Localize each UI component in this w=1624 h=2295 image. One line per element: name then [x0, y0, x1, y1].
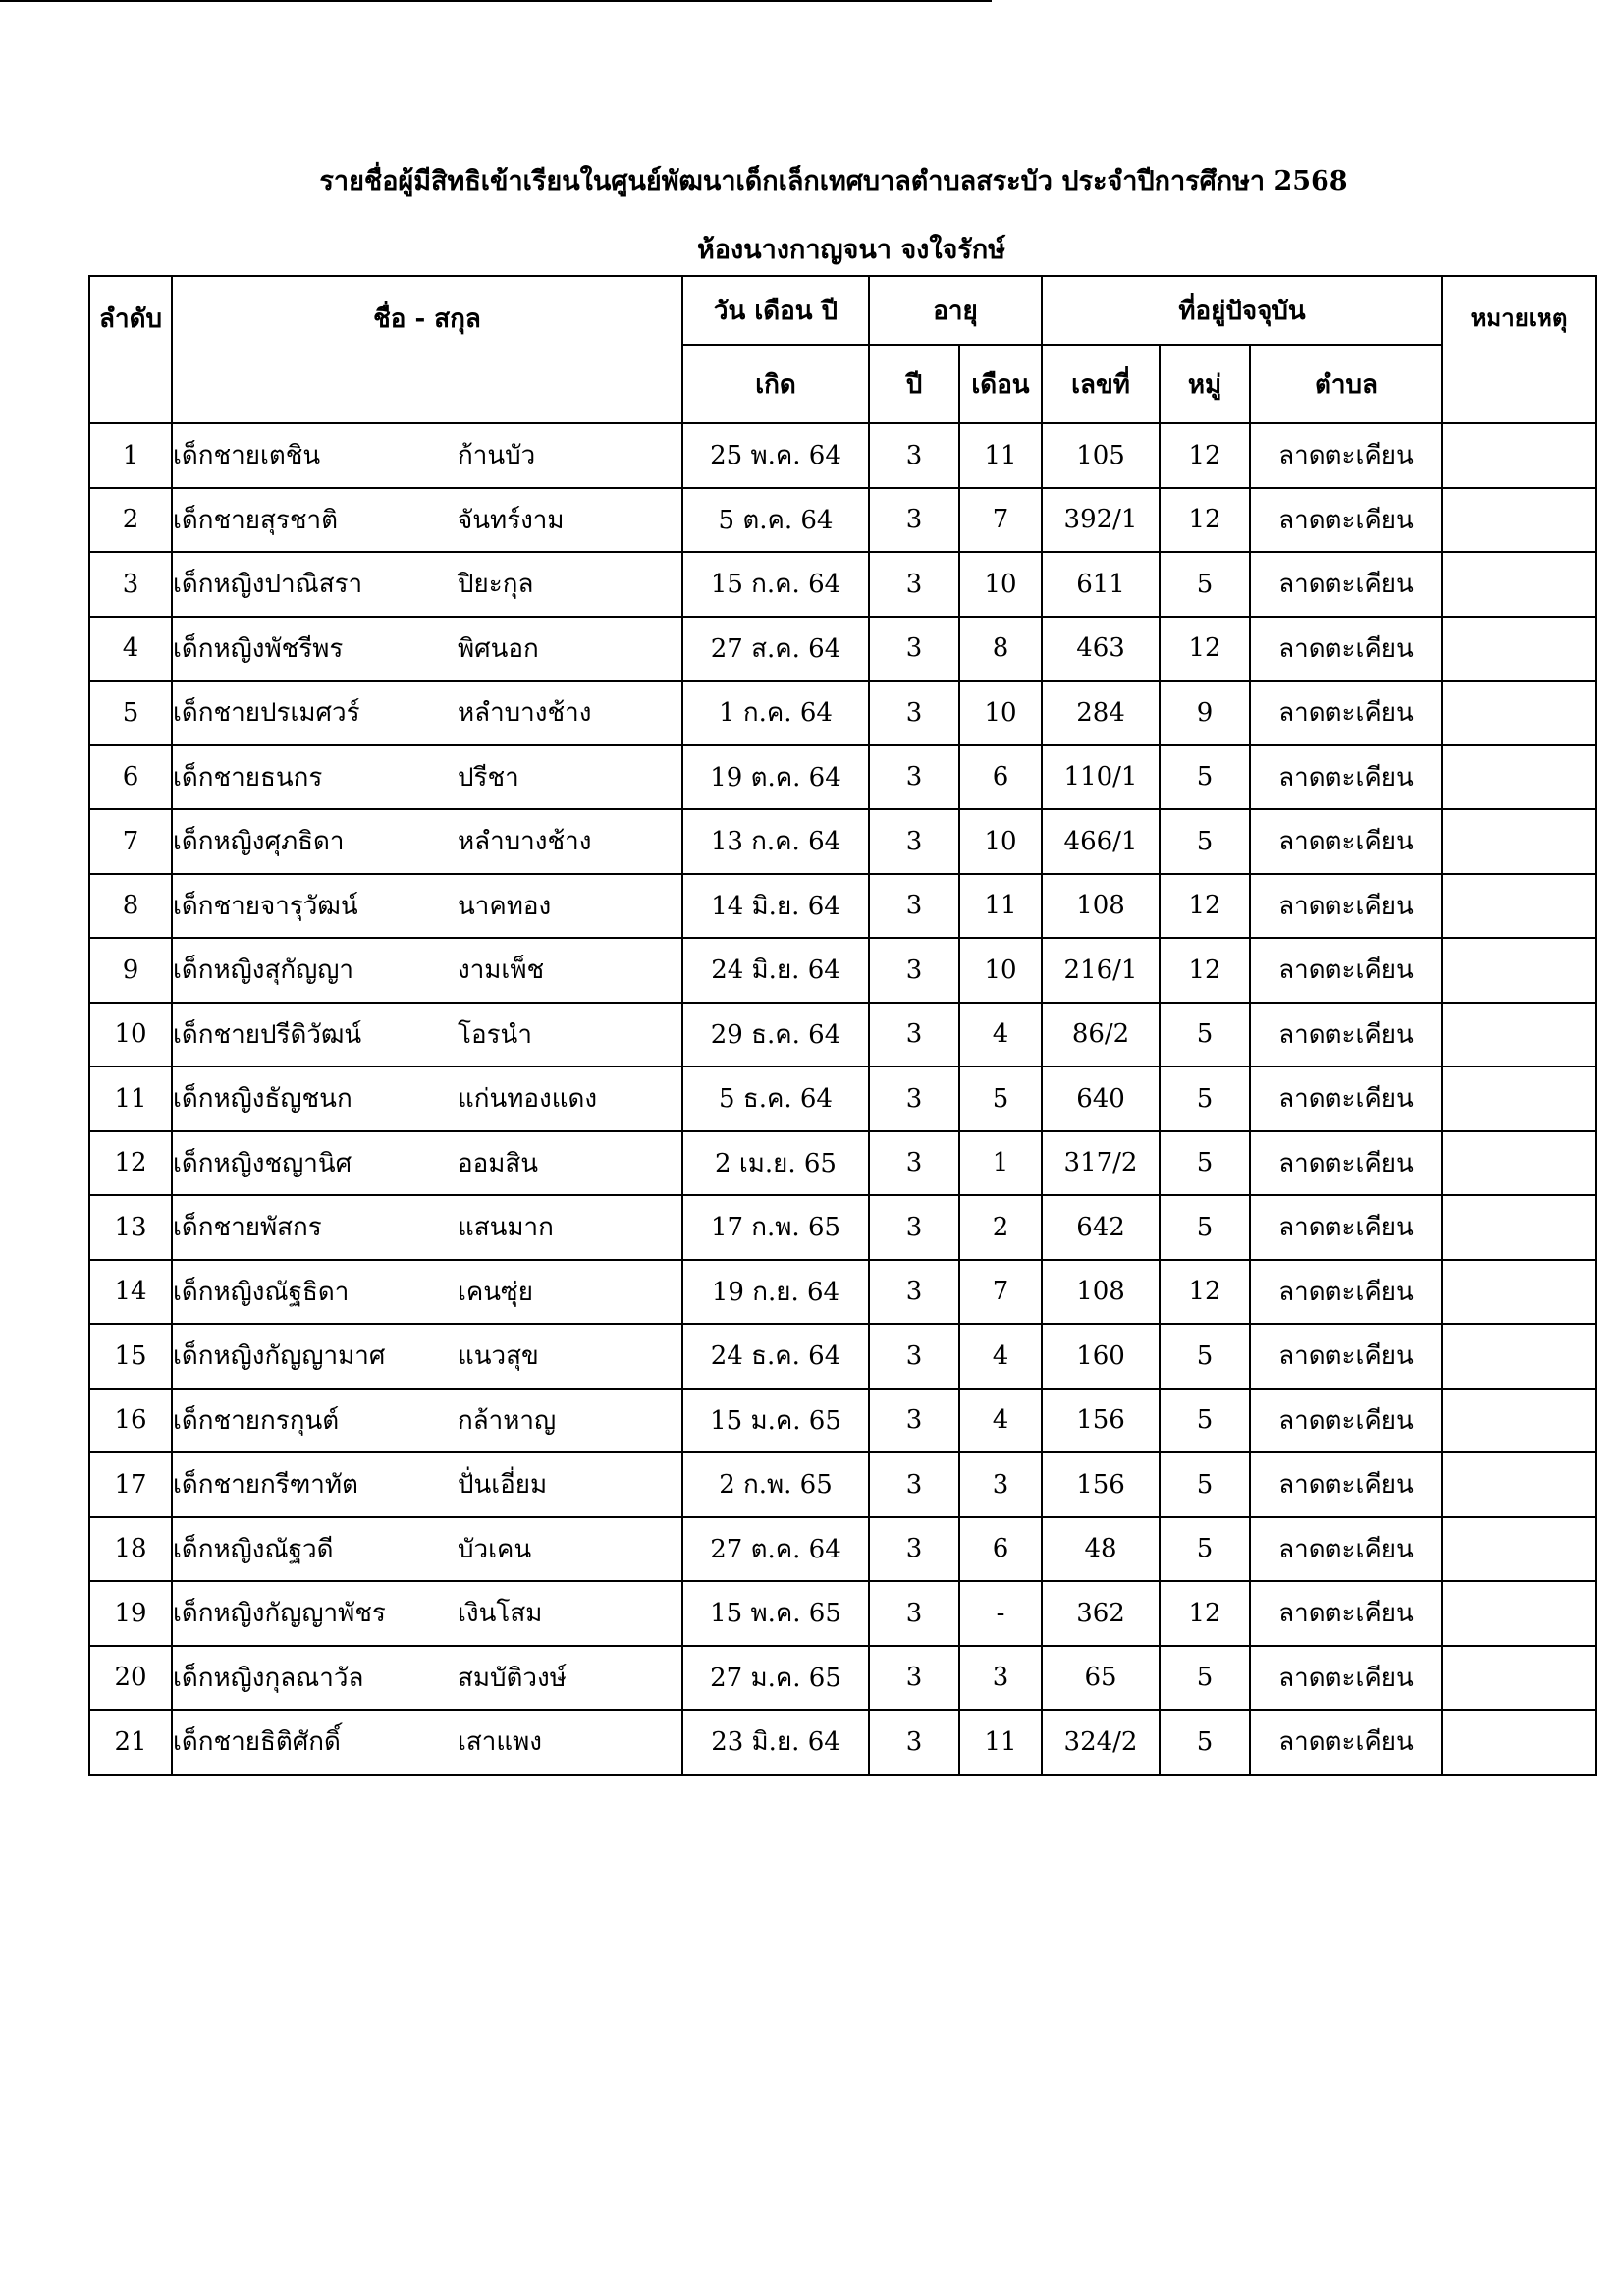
cell-seq: 13	[89, 1195, 172, 1260]
cell-seq: 21	[89, 1710, 172, 1775]
cell-note	[1442, 1195, 1596, 1260]
cell-name	[172, 809, 682, 874]
cell-house-no: 105	[1042, 423, 1160, 488]
cell-name	[172, 1710, 682, 1775]
last-name: ปิยะกุล	[458, 570, 534, 600]
cell-dob: 5 ธ.ค. 64	[682, 1066, 869, 1131]
last-name: บัวเคน	[458, 1534, 532, 1564]
header-dob-line1: วัน เดือน ปี	[682, 276, 869, 345]
cell-dob: 15 ม.ค. 65	[682, 1389, 869, 1453]
last-name: หลำบางช้าง	[458, 827, 592, 857]
first-name: เด็กหญิงสุกัญญา	[173, 956, 354, 986]
last-name: ปั่นเอี่ยม	[458, 1470, 548, 1501]
table-row	[89, 1710, 1596, 1775]
cell-moo: 5	[1160, 745, 1250, 810]
cell-dob: 24 มิ.ย. 64	[682, 938, 869, 1003]
cell-name	[172, 1581, 682, 1646]
cell-tambon: ลาดตะเคียน	[1250, 1581, 1442, 1646]
cell-moo: 12	[1160, 1581, 1250, 1646]
cell-age-months: -	[959, 1581, 1042, 1646]
cell-age-months: 2	[959, 1195, 1042, 1260]
cell-seq: 16	[89, 1389, 172, 1453]
cell-moo: 12	[1160, 423, 1250, 488]
cell-age-months: 8	[959, 617, 1042, 682]
cell-note	[1442, 488, 1596, 553]
cell-house-no: 156	[1042, 1452, 1160, 1517]
cell-note	[1442, 1003, 1596, 1067]
cell-name	[172, 617, 682, 682]
last-name: ก้านบัว	[458, 441, 536, 471]
cell-house-no: 86/2	[1042, 1003, 1160, 1067]
cell-moo: 12	[1160, 874, 1250, 939]
first-name: เด็กชายปรีดิวัฒน์	[173, 1019, 362, 1050]
cell-note	[1442, 617, 1596, 682]
cell-seq: 11	[89, 1066, 172, 1131]
cell-house-no: 216/1	[1042, 938, 1160, 1003]
cell-seq: 3	[89, 552, 172, 617]
cell-moo: 5	[1160, 1195, 1250, 1260]
last-name: งามเพ็ช	[458, 956, 545, 986]
cell-seq: 1	[89, 423, 172, 488]
cell-tambon: ลาดตะเคียน	[1250, 1324, 1442, 1389]
cell-age-years: 3	[869, 617, 959, 682]
cell-house-no: 284	[1042, 681, 1160, 745]
cell-moo: 12	[1160, 488, 1250, 553]
cell-dob: 5 ต.ค. 64	[682, 488, 869, 553]
cell-tambon: ลาดตะเคียน	[1250, 552, 1442, 617]
header-age: อายุ	[869, 276, 1042, 345]
cell-moo: 12	[1160, 1260, 1250, 1325]
cell-age-months: 10	[959, 552, 1042, 617]
cell-moo: 5	[1160, 1324, 1250, 1389]
cell-note	[1442, 552, 1596, 617]
cell-age-years: 3	[869, 1581, 959, 1646]
cell-tambon: ลาดตะเคียน	[1250, 1517, 1442, 1582]
cell-age-years: 3	[869, 488, 959, 553]
last-name: นาคทอง	[458, 891, 552, 921]
cell-name	[172, 681, 682, 745]
cell-age-months: 11	[959, 874, 1042, 939]
cell-dob: 15 พ.ค. 65	[682, 1581, 869, 1646]
last-name: โอรนำ	[458, 1019, 532, 1050]
cell-seq: 5	[89, 681, 172, 745]
cell-age-months: 7	[959, 1260, 1042, 1325]
cell-tambon: ลาดตะเคียน	[1250, 1131, 1442, 1196]
cell-tambon: ลาดตะเคียน	[1250, 1003, 1442, 1067]
cell-note	[1442, 1517, 1596, 1582]
table-row	[89, 1324, 1596, 1389]
cell-age-years: 3	[869, 1066, 959, 1131]
first-name: เด็กชายกรีฑาทัต	[173, 1470, 358, 1501]
cell-house-no: 48	[1042, 1517, 1160, 1582]
cell-age-years: 3	[869, 1195, 959, 1260]
table-row	[89, 552, 1596, 617]
cell-name	[172, 552, 682, 617]
cell-house-no: 362	[1042, 1581, 1160, 1646]
header-name: ชื่อ - สกุล	[172, 276, 682, 423]
first-name: เด็กชายธิติศักดิ์	[173, 1727, 341, 1758]
cell-age-years: 3	[869, 874, 959, 939]
last-name: สมบัติวงษ์	[458, 1663, 567, 1693]
cell-note	[1442, 423, 1596, 488]
cell-house-no: 108	[1042, 874, 1160, 939]
cell-dob: 19 ต.ค. 64	[682, 745, 869, 810]
cell-seq: 18	[89, 1517, 172, 1582]
cell-dob: 1 ก.ค. 64	[682, 681, 869, 745]
last-name: เคนซุ่ย	[458, 1277, 533, 1307]
cell-house-no: 156	[1042, 1389, 1160, 1453]
table-row	[89, 874, 1596, 939]
cell-age-years: 3	[869, 745, 959, 810]
cell-age-years: 3	[869, 1710, 959, 1775]
cell-seq: 12	[89, 1131, 172, 1196]
cell-house-no: 110/1	[1042, 745, 1160, 810]
cell-house-no: 392/1	[1042, 488, 1160, 553]
cell-house-no: 611	[1042, 552, 1160, 617]
cell-note	[1442, 1646, 1596, 1711]
student-roster-table	[88, 275, 1597, 1776]
cell-note	[1442, 1131, 1596, 1196]
cell-age-months: 10	[959, 681, 1042, 745]
cell-age-months: 4	[959, 1324, 1042, 1389]
cell-note	[1442, 938, 1596, 1003]
first-name: เด็กหญิงกัญญาพัชร	[173, 1599, 386, 1629]
first-name: เด็กหญิงณัฐธิดา	[173, 1277, 350, 1307]
cell-seq: 4	[89, 617, 172, 682]
cell-note	[1442, 874, 1596, 939]
cell-moo: 9	[1160, 681, 1250, 745]
cell-moo: 5	[1160, 1003, 1250, 1067]
cell-dob: 2 ก.พ. 65	[682, 1452, 869, 1517]
last-name: เสาแพง	[458, 1727, 542, 1758]
last-name: ปรีชา	[458, 762, 519, 792]
cell-name	[172, 745, 682, 810]
cell-seq: 17	[89, 1452, 172, 1517]
table-row	[89, 1066, 1596, 1131]
last-name: กล้าหาญ	[458, 1405, 557, 1436]
cell-age-years: 3	[869, 1452, 959, 1517]
first-name: เด็กหญิงปาณิสรา	[173, 570, 363, 600]
cell-tambon: ลาดตะเคียน	[1250, 617, 1442, 682]
cell-note	[1442, 1452, 1596, 1517]
cell-age-years: 3	[869, 1131, 959, 1196]
table-header-row	[89, 276, 1596, 345]
cell-tambon: ลาดตะเคียน	[1250, 1389, 1442, 1453]
last-name: ออมสิน	[458, 1148, 539, 1178]
cell-seq: 2	[89, 488, 172, 553]
table-body	[89, 423, 1596, 1775]
cell-dob: 29 ธ.ค. 64	[682, 1003, 869, 1067]
table-row	[89, 488, 1596, 553]
cell-name	[172, 423, 682, 488]
cell-tambon: ลาดตะเคียน	[1250, 1710, 1442, 1775]
cell-note	[1442, 681, 1596, 745]
cell-house-no: 317/2	[1042, 1131, 1160, 1196]
cell-age-years: 3	[869, 809, 959, 874]
cell-note	[1442, 1324, 1596, 1389]
first-name: เด็กชายสุรชาติ	[173, 505, 338, 535]
cell-dob: 25 พ.ค. 64	[682, 423, 869, 488]
last-name: แก่นทองแดง	[458, 1084, 598, 1115]
cell-name	[172, 1003, 682, 1067]
first-name: เด็กชายพัสกร	[173, 1213, 322, 1243]
first-name: เด็กชายปรเมศวร์	[173, 698, 360, 729]
cell-tambon: ลาดตะเคียน	[1250, 488, 1442, 553]
header-seq: ลำดับ	[89, 276, 172, 423]
cell-age-years: 3	[869, 423, 959, 488]
top-rule	[0, 0, 992, 2]
cell-moo: 12	[1160, 617, 1250, 682]
cell-note	[1442, 1581, 1596, 1646]
cell-seq: 8	[89, 874, 172, 939]
cell-age-months: 5	[959, 1066, 1042, 1131]
first-name: เด็กชายจารุวัฒน์	[173, 891, 358, 921]
cell-age-years: 3	[869, 1517, 959, 1582]
cell-house-no: 65	[1042, 1646, 1160, 1711]
cell-age-years: 3	[869, 681, 959, 745]
header-age-years: ปี	[869, 345, 959, 423]
cell-moo: 5	[1160, 1710, 1250, 1775]
last-name: พิศนอก	[458, 633, 539, 664]
table-row	[89, 681, 1596, 745]
header-house-no: เลขที่	[1042, 345, 1160, 423]
cell-name	[172, 938, 682, 1003]
cell-seq: 14	[89, 1260, 172, 1325]
cell-age-months: 7	[959, 488, 1042, 553]
cell-name	[172, 1646, 682, 1711]
cell-age-years: 3	[869, 552, 959, 617]
cell-tambon: ลาดตะเคียน	[1250, 874, 1442, 939]
cell-moo: 5	[1160, 1646, 1250, 1711]
table-row	[89, 745, 1596, 810]
header-address: ที่อยู่ปัจจุบัน	[1042, 276, 1442, 345]
cell-note	[1442, 809, 1596, 874]
cell-age-months: 4	[959, 1389, 1042, 1453]
last-name: หลำบางช้าง	[458, 698, 592, 729]
cell-dob: 2 เม.ย. 65	[682, 1131, 869, 1196]
first-name: เด็กหญิงพัชรีพร	[173, 633, 344, 664]
cell-tambon: ลาดตะเคียน	[1250, 1646, 1442, 1711]
cell-house-no: 642	[1042, 1195, 1160, 1260]
document-subtitle: ห้องนางกาญจนา จงใจรักษ์	[696, 235, 1005, 265]
cell-house-no: 108	[1042, 1260, 1160, 1325]
cell-house-no: 640	[1042, 1066, 1160, 1131]
cell-name	[172, 1389, 682, 1453]
document-title: รายชื่อผู้มีสิทธิเข้าเรียนในศูนย์พัฒนาเด็กเล็กเทศบาลตำบลสระบัว ประจำปีการศึกษา 2568	[319, 166, 1348, 196]
cell-seq: 20	[89, 1646, 172, 1711]
cell-dob: 15 ก.ค. 64	[682, 552, 869, 617]
table-row	[89, 1131, 1596, 1196]
first-name: เด็กหญิงกัญญามาศ	[173, 1341, 386, 1372]
cell-age-years: 3	[869, 1003, 959, 1067]
cell-name	[172, 1517, 682, 1582]
cell-note	[1442, 1389, 1596, 1453]
cell-dob: 19 ก.ย. 64	[682, 1260, 869, 1325]
cell-dob: 14 มิ.ย. 64	[682, 874, 869, 939]
cell-seq: 10	[89, 1003, 172, 1067]
cell-age-months: 6	[959, 1517, 1042, 1582]
cell-tambon: ลาดตะเคียน	[1250, 681, 1442, 745]
cell-age-years: 3	[869, 1646, 959, 1711]
cell-age-months: 10	[959, 938, 1042, 1003]
cell-house-no: 160	[1042, 1324, 1160, 1389]
last-name: เงินโสม	[458, 1599, 543, 1629]
cell-note	[1442, 1710, 1596, 1775]
table-row	[89, 938, 1596, 1003]
last-name: แสนมาก	[458, 1213, 554, 1243]
cell-name	[172, 488, 682, 553]
cell-name	[172, 1131, 682, 1196]
cell-tambon: ลาดตะเคียน	[1250, 1452, 1442, 1517]
cell-tambon: ลาดตะเคียน	[1250, 1066, 1442, 1131]
cell-seq: 6	[89, 745, 172, 810]
cell-dob: 27 ส.ค. 64	[682, 617, 869, 682]
header-tambon: ตำบล	[1250, 345, 1442, 423]
cell-moo: 5	[1160, 1517, 1250, 1582]
cell-tambon: ลาดตะเคียน	[1250, 938, 1442, 1003]
header-dob-line2: เกิด	[682, 345, 869, 423]
cell-age-years: 3	[869, 938, 959, 1003]
last-name: จันทร์งาม	[458, 505, 565, 535]
header-age-months: เดือน	[959, 345, 1042, 423]
cell-dob: 13 ก.ค. 64	[682, 809, 869, 874]
cell-moo: 5	[1160, 1389, 1250, 1453]
first-name: เด็กหญิงกุลณาวัล	[173, 1663, 364, 1693]
cell-age-months: 4	[959, 1003, 1042, 1067]
cell-age-years: 3	[869, 1389, 959, 1453]
cell-dob: 27 ต.ค. 64	[682, 1517, 869, 1582]
cell-note	[1442, 745, 1596, 810]
cell-age-months: 11	[959, 423, 1042, 488]
cell-moo: 5	[1160, 809, 1250, 874]
cell-age-months: 6	[959, 745, 1042, 810]
table-row	[89, 1517, 1596, 1582]
header-moo: หมู่	[1160, 345, 1250, 423]
cell-house-no: 466/1	[1042, 809, 1160, 874]
table-row	[89, 1195, 1596, 1260]
cell-seq: 9	[89, 938, 172, 1003]
table-row	[89, 1003, 1596, 1067]
cell-note	[1442, 1066, 1596, 1131]
cell-house-no: 463	[1042, 617, 1160, 682]
cell-tambon: ลาดตะเคียน	[1250, 809, 1442, 874]
cell-dob: 23 มิ.ย. 64	[682, 1710, 869, 1775]
cell-age-months: 10	[959, 809, 1042, 874]
last-name: แนวสุข	[458, 1341, 539, 1372]
table-row	[89, 1452, 1596, 1517]
cell-age-months: 3	[959, 1452, 1042, 1517]
cell-tambon: ลาดตะเคียน	[1250, 423, 1442, 488]
table-row	[89, 617, 1596, 682]
cell-tambon: ลาดตะเคียน	[1250, 1260, 1442, 1325]
cell-name	[172, 1324, 682, 1389]
first-name: เด็กชายเตชิน	[173, 441, 321, 471]
cell-moo: 5	[1160, 552, 1250, 617]
table-row	[89, 1260, 1596, 1325]
cell-age-years: 3	[869, 1260, 959, 1325]
table-row	[89, 1646, 1596, 1711]
cell-name	[172, 1452, 682, 1517]
cell-age-months: 3	[959, 1646, 1042, 1711]
cell-name	[172, 874, 682, 939]
table-row	[89, 423, 1596, 488]
first-name: เด็กหญิงศุภธิดา	[173, 827, 345, 857]
cell-seq: 19	[89, 1581, 172, 1646]
cell-moo: 5	[1160, 1066, 1250, 1131]
cell-seq: 15	[89, 1324, 172, 1389]
cell-moo: 5	[1160, 1452, 1250, 1517]
cell-moo: 12	[1160, 938, 1250, 1003]
header-note: หมายเหตุ	[1442, 276, 1596, 423]
cell-moo: 5	[1160, 1131, 1250, 1196]
cell-note	[1442, 1260, 1596, 1325]
table-row	[89, 809, 1596, 874]
cell-name	[172, 1260, 682, 1325]
first-name: เด็กหญิงณัฐวดี	[173, 1534, 334, 1564]
cell-dob: 17 ก.พ. 65	[682, 1195, 869, 1260]
cell-house-no: 324/2	[1042, 1710, 1160, 1775]
first-name: เด็กหญิงธัญชนก	[173, 1084, 352, 1115]
first-name: เด็กชายธนกร	[173, 762, 323, 792]
cell-dob: 27 ม.ค. 65	[682, 1646, 869, 1711]
first-name: เด็กชายกรกุนต์	[173, 1405, 340, 1436]
first-name: เด็กหญิงชญานิศ	[173, 1148, 352, 1178]
cell-tambon: ลาดตะเคียน	[1250, 1195, 1442, 1260]
cell-name	[172, 1195, 682, 1260]
cell-age-years: 3	[869, 1324, 959, 1389]
table-row	[89, 1389, 1596, 1453]
table-row	[89, 1581, 1596, 1646]
cell-dob: 24 ธ.ค. 64	[682, 1324, 869, 1389]
cell-name	[172, 1066, 682, 1131]
cell-seq: 7	[89, 809, 172, 874]
cell-age-months: 1	[959, 1131, 1042, 1196]
cell-tambon: ลาดตะเคียน	[1250, 745, 1442, 810]
cell-age-months: 11	[959, 1710, 1042, 1775]
